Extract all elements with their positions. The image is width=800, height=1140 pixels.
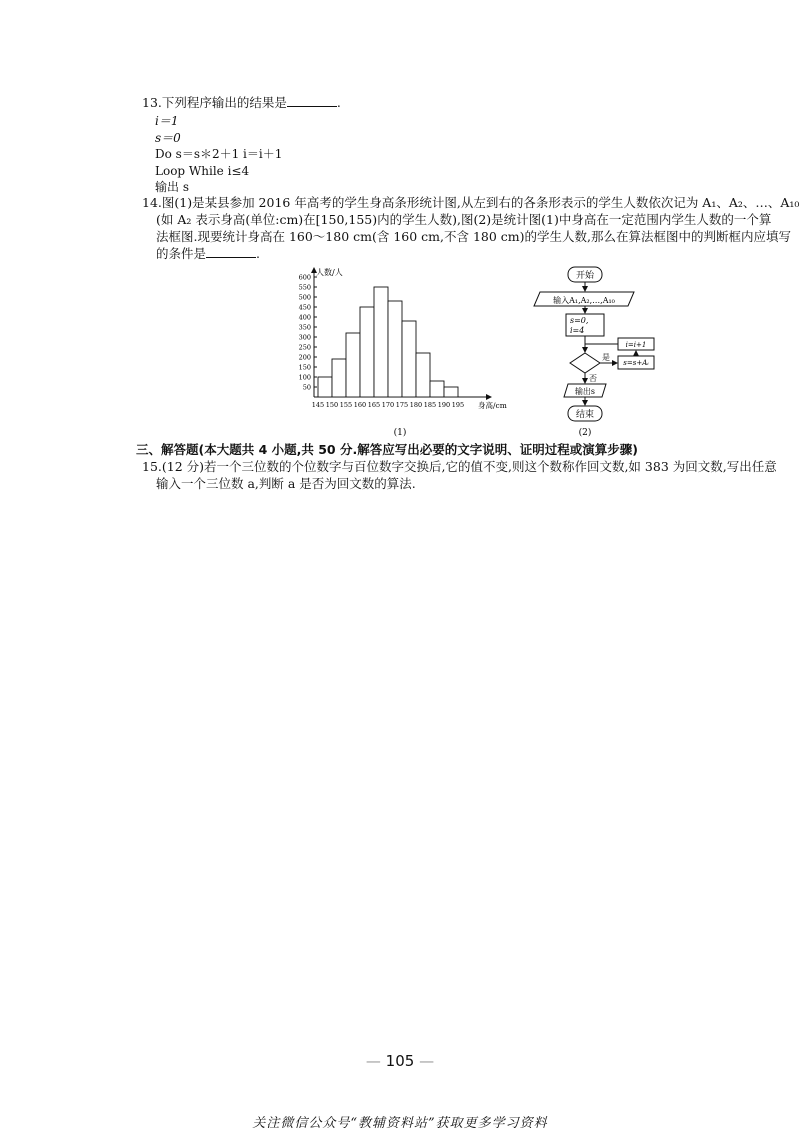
flow-caption: (2) — [578, 428, 592, 437]
q14-end: . — [256, 246, 260, 261]
flow-no-label: 否 — [589, 374, 597, 383]
q15-line: 输入一个三位数 a,判断 a 是否为回文数的算法. — [156, 476, 416, 491]
q14-line: 法框图.现要统计身高在 160～180 cm(含 160 cm,不含 180 cm)的学生人数,那么在算法框图中的判断框内应填写 — [156, 229, 792, 244]
page-number: 105 — [385, 1052, 415, 1070]
x-tick-label: 160 — [353, 401, 367, 409]
y-tick-label: 150 — [298, 363, 311, 372]
q14-last-line-text: 的条件是 — [156, 246, 207, 261]
x-tick-label: 145 — [311, 401, 325, 409]
flow-end-label: 结束 — [575, 410, 595, 420]
x-tick-label: 190 — [437, 401, 451, 409]
x-axis-arrow — [486, 394, 492, 400]
histogram-bar — [332, 359, 346, 397]
y-tick-label: 50 — [302, 383, 311, 392]
y-tick-label: 500 — [298, 293, 311, 302]
x-tick-label: 155 — [339, 401, 353, 409]
histogram-bar — [346, 333, 360, 397]
y-tick-label: 450 — [298, 303, 311, 312]
code-line: s＝0 — [155, 130, 181, 145]
y-tick-label: 600 — [298, 273, 311, 282]
histogram-bar — [430, 381, 444, 397]
histogram-bar — [416, 353, 430, 397]
q13-code-block — [155, 113, 282, 196]
flow-output-label: 输出s — [574, 387, 596, 396]
code-line: i＝1 — [155, 114, 179, 128]
x-tick-label: 170 — [381, 401, 395, 409]
histogram-bar — [318, 377, 332, 397]
flow-start-label: 开始 — [575, 271, 595, 281]
histogram-bar — [374, 287, 388, 397]
histogram-bar — [388, 301, 402, 397]
height-histogram — [280, 265, 520, 437]
flow-decision-node — [570, 353, 600, 373]
q14-text — [142, 194, 800, 262]
flow-init-label-2: i=4 — [570, 326, 585, 335]
q13-end: . — [336, 95, 341, 110]
q14-line: (如 A₂ 表示身高(单位:cm)在[150,155)内的学生人数),图(2)是统计图(1)中身高在一定范围内学生人数的一个算 — [156, 212, 772, 227]
code-line: Loop While i≤4 — [155, 163, 250, 178]
q14-answer-blank — [206, 245, 256, 258]
page-number-line: — 105 — — [365, 1052, 435, 1070]
y-tick-label: 250 — [298, 343, 311, 352]
flow-inc-label: i=i+1 — [625, 341, 647, 349]
y-tick-label: 550 — [298, 283, 311, 292]
y-tick-label: 200 — [298, 353, 311, 362]
flow-init-label-1: s=0, — [570, 316, 589, 325]
footer-note: 关注微信公众号“教辅资料站”获取更多学习资料 — [252, 1116, 548, 1131]
q13-prompt-line — [142, 94, 341, 111]
x-tick-label: 150 — [325, 401, 339, 409]
histogram-caption: (1) — [393, 428, 407, 437]
q15-line: 15.(12 分)若一个三位数的个位数字与百位数字交换后,它的值不变,则这个数称作回文数,如 383 为回文数,写出任意 — [142, 459, 777, 474]
y-tick-label: 350 — [298, 323, 311, 332]
x-axis-label: 身高/cm — [478, 401, 507, 410]
y-tick-label: 300 — [298, 333, 311, 342]
code-line: Do s＝s＊2＋1 i＝i＋1 — [155, 147, 283, 161]
flow-acc-label: s=s+Aᵢ — [623, 359, 649, 367]
histogram-bar — [360, 307, 374, 397]
x-tick-label: 175 — [395, 401, 409, 409]
x-tick-label: 180 — [409, 401, 423, 409]
y-axis-label: 人数/人 — [316, 268, 343, 277]
algorithm-flowchart — [528, 265, 658, 437]
q14-line: 14.图(1)是某县参加 2016 年高考的学生身高条形统计图,从左到右的各条形表示的学生人数依次记为 A₁、A₂、…、A₁₀ — [142, 195, 800, 210]
histogram-bar — [402, 321, 416, 397]
q14-line-last — [142, 245, 782, 262]
code-line: 输出 s — [155, 180, 189, 194]
histogram-bar — [444, 387, 458, 397]
y-tick-label: 100 — [298, 373, 311, 382]
x-tick-label: 185 — [423, 401, 437, 409]
y-tick-label: 400 — [298, 313, 311, 322]
section3-heading: 三、解答题(本大题共 4 小题,共 50 分.解答应写出必要的文字说明、证明过程或演算步骤) — [136, 442, 638, 457]
q15-text — [142, 458, 782, 492]
x-tick-label: 165 — [367, 401, 381, 409]
flow-yes-label: 是 — [602, 353, 610, 362]
flow-input-label: 输入A₁,A₂,…,A₁₀ — [553, 296, 615, 305]
q13-prompt: 13.下列程序输出的结果是 — [142, 95, 287, 110]
q13-answer-blank — [287, 94, 337, 107]
x-tick-label: 195 — [451, 401, 465, 409]
